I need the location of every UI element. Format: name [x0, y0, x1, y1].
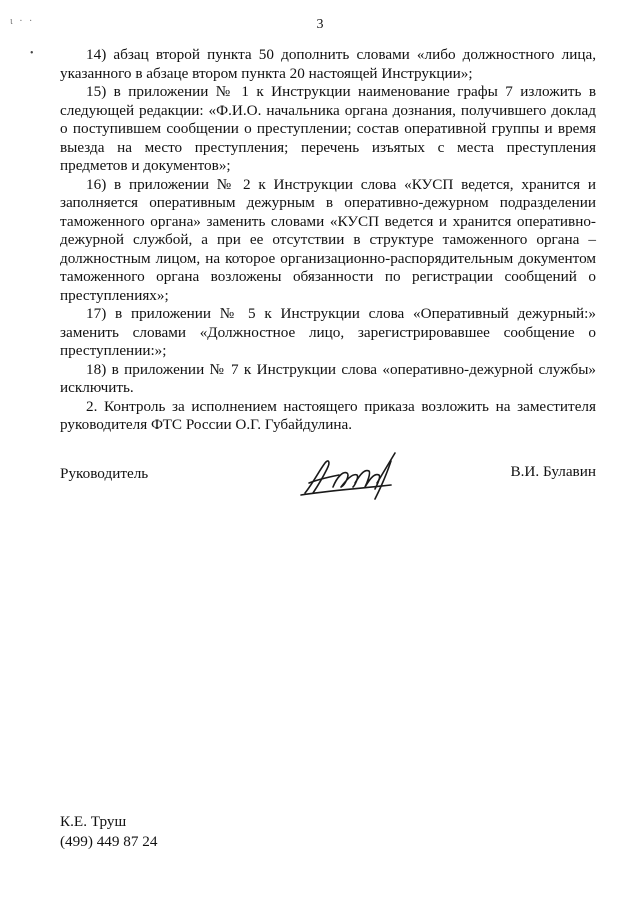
executor-name: К.Е. Труш	[60, 813, 127, 830]
scan-artifact: ι · ·	[10, 16, 35, 27]
paragraph-15: 15) в приложении № 1 к Инструкции наименование графы 7 изложить в следующей редакции: «Ф.И.О. начальника органа дознания, получившего доклад о поступившем сообщении о преступлении; состав оперативной группы и время выезда на место преступления; перечень изъятых с места преступления предметов и документов»;	[60, 83, 596, 174]
page-number: 3	[316, 17, 324, 32]
paragraph-17: 17) в приложении № 5 к Инструкции слова «Оперативный дежурный:» заменить словами «Должностное лицо, зарегистрировавшее сообщение о преступлении:»;	[60, 305, 596, 359]
signatory-title: Руководитель	[60, 465, 149, 482]
document-body	[60, 46, 596, 435]
signatory-name: В.И. Булавин	[510, 463, 596, 480]
executor-block	[60, 812, 157, 852]
paragraph-14: 14) абзац второй пункта 50 дополнить словами «либо должностного лица, указанного в абзаце втором пункта 20 настоящей Инструкции»;	[60, 46, 596, 82]
scan-artifact-dot: •	[30, 48, 34, 59]
paragraph-16: 16) в приложении № 2 к Инструкции слова «КУСП ведется, хранится и заполняется оперативным дежурным в оперативно-дежурном подразделении таможенного органа» заменить словами «КУСП ведется и хранится оперативно-дежурной службой, а при ее отсутствии в структуре таможенного органа – должностным лицом, на которое организационно-распорядительным документом таможенного органа возложены обязанности по регистрации сообщений о преступлениях»;	[60, 175, 596, 304]
paragraph-control: 2. Контроль за исполнением настоящего приказа возложить на заместителя руководителя ФТС России О.Г. Губайдулина.	[60, 397, 596, 433]
signature-block	[60, 443, 596, 503]
paragraph-18: 18) в приложении № 7 к Инструкции слова «оперативно-дежурной службы» исключить.	[60, 360, 596, 396]
executor-phone: (499) 449 87 24	[60, 833, 158, 850]
handwritten-signature	[295, 443, 410, 501]
